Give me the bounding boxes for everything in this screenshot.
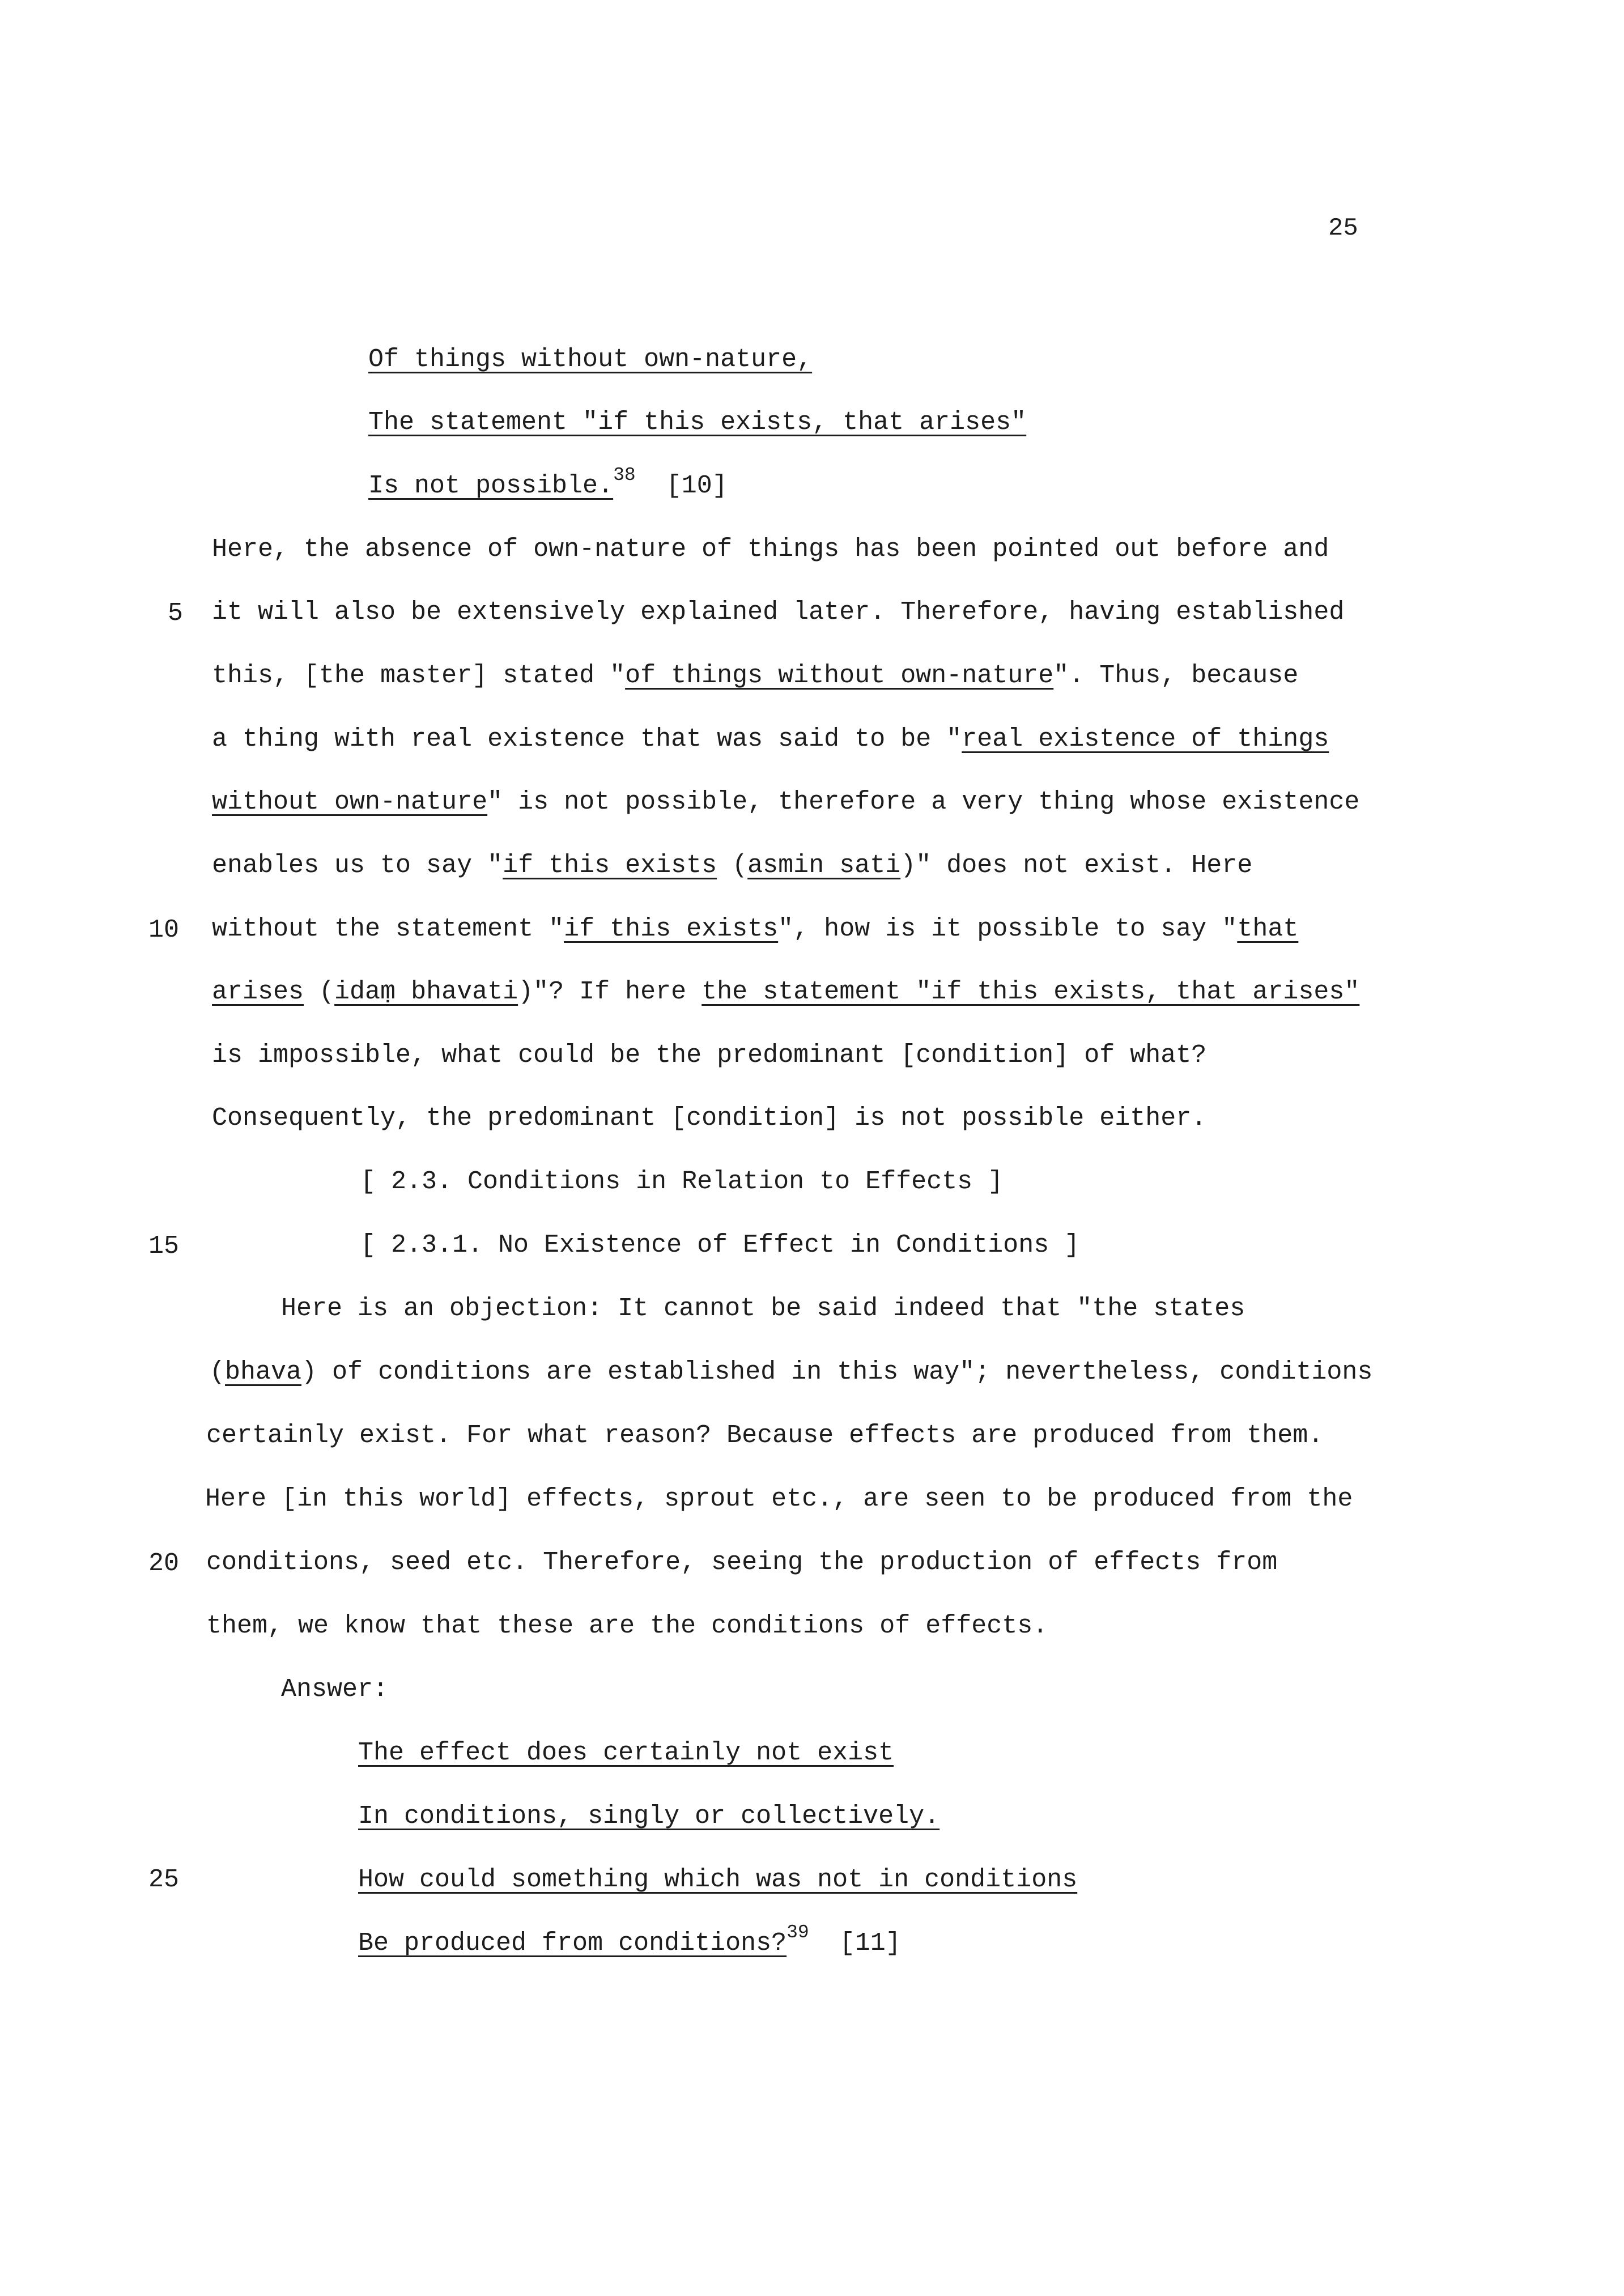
verse-11-line-1: The effect does certainly not exist bbox=[358, 1738, 894, 1767]
para2-line-1: Here is an objection: It cannot be said indeed that "the states bbox=[281, 1294, 1245, 1323]
line-number-20: 20 bbox=[148, 1549, 180, 1578]
line-number-10: 10 bbox=[148, 916, 180, 945]
para2-line-5: conditions, seed etc. Therefore, seeing the production of effects from bbox=[206, 1548, 1278, 1577]
para1-line-6: enables us to say "if this exists (asmin sati)" does not exist. Here bbox=[212, 851, 1253, 880]
para1-line-2: it will also be extensively explained later. Therefore, having established bbox=[212, 598, 1345, 627]
verse-10-line-2: The statement "if this exists, that arises" bbox=[368, 408, 1027, 437]
verse-10-line-1: Of things without own-nature, bbox=[368, 345, 813, 374]
verse-11-line-2: In conditions, singly or collectively. bbox=[358, 1802, 940, 1831]
para2-line-6: them, we know that these are the conditions of effects. bbox=[206, 1612, 1048, 1640]
para2-line-3: certainly exist. For what reason? Because effects are produced from them. bbox=[206, 1421, 1324, 1450]
line-number-15: 15 bbox=[148, 1232, 180, 1261]
section-heading-2-3-1: [ 2.3.1. No Existence of Effect in Conditions ] bbox=[360, 1231, 1080, 1260]
verse-11-line-4: Be produced from conditions?$^{39}$ [11] bbox=[358, 1922, 901, 1958]
verse-ref-10: [10] bbox=[666, 471, 728, 500]
para1-line-10: Consequently, the predominant [condition] is not possible either. bbox=[212, 1104, 1207, 1133]
para1-line-8: arises (idaṃ bhavati)"? If here the statement "if this exists, that arises" bbox=[212, 977, 1360, 1006]
verse-10-line-3: Is not possible.$^{38}$ [10] bbox=[368, 465, 728, 500]
para1-line-5: without own-nature" is not possible, therefore a very thing whose existence bbox=[212, 788, 1360, 817]
footnote-ref-39: 39 bbox=[787, 1922, 809, 1943]
para1-line-4: a thing with real existence that was said to be "real existence of things bbox=[212, 725, 1329, 754]
page-number: 25 bbox=[1328, 214, 1358, 243]
para2-line-4: Here [in this world] effects, sprout etc., are seen to be produced from the bbox=[205, 1485, 1353, 1513]
footnote-ref-38: 38 bbox=[613, 465, 636, 486]
line-number-25: 25 bbox=[148, 1865, 180, 1894]
verse-ref-11: [11] bbox=[839, 1929, 901, 1958]
verse-11-line-3: How could something which was not in conditions bbox=[358, 1865, 1078, 1894]
para1-line-1: Here, the absence of own-nature of things has been pointed out before and bbox=[212, 535, 1329, 564]
line-number-5: 5 bbox=[168, 599, 184, 628]
section-heading-2-3: [ 2.3. Conditions in Relation to Effects ] bbox=[360, 1167, 1004, 1196]
answer-label: Answer: bbox=[281, 1675, 389, 1704]
para1-line-3: this, [the master] stated "of things without own-nature". Thus, because bbox=[212, 661, 1299, 690]
para1-line-9: is impossible, what could be the predominant [condition] of what? bbox=[212, 1041, 1207, 1070]
para1-line-7: without the statement "if this exists", how is it possible to say "that bbox=[212, 915, 1299, 943]
para2-line-2: (bhava) of conditions are established in this way"; nevertheless, conditions bbox=[210, 1358, 1373, 1387]
